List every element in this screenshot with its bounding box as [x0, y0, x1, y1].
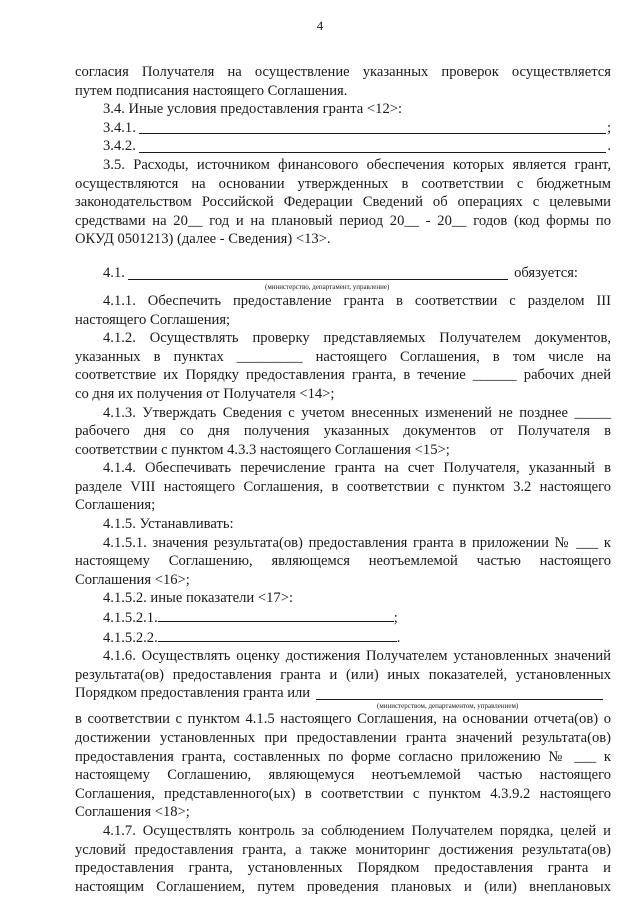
clause-4-1-5-1: 4.1.5.1. значения результата(ов) предоставления гранта в приложении № ___ к	[103, 534, 611, 551]
text-line: Соглашения <16>;	[75, 571, 190, 588]
text-line: рабочего дня со дня получения указанных документов от Получателя в	[75, 423, 611, 440]
fill-in-line	[139, 119, 606, 134]
clause-label: 3.4.1.	[103, 119, 136, 136]
line-end: обязуется:	[514, 264, 578, 281]
text-line: результата(ов) предоставления гранта и (или) иных показателей, установленных	[75, 666, 611, 683]
clause-4-1-3: 4.1.3. Утверждать Сведения с учетом внесенных изменений не позднее _____	[103, 404, 611, 421]
clause-label: 4.1.5.2.2.	[103, 629, 158, 646]
field-caption: (министерством, департаментом, управлением)	[377, 702, 519, 711]
text-line: настоящим Соглашением, путем проведения плановых и (или) внеплановых	[75, 878, 611, 895]
clause-4-1-5-2-2	[75, 628, 611, 648]
text-line: настоящему Соглашению, являющемуся неотъемлемой частью настоящего	[75, 767, 611, 784]
text-line: согласия Получателя на осуществление указанных проверок осуществляется	[75, 64, 611, 80]
clause-4-1-7: 4.1.7. Осуществлять контроль за соблюдением Получателем порядка, целей и	[103, 822, 611, 839]
text-line: предоставления гранта, составленных по форме согласно приложению № ___ к	[75, 748, 611, 765]
text-line: Соглашения <18>;	[75, 804, 190, 821]
text-line: Соглашения, представленного(ых) в соответствии с пунктом 4.3.9.2 настоящего	[75, 785, 611, 802]
field-caption: (министерство, департамент, управление)	[265, 282, 390, 291]
document-body	[75, 63, 611, 896]
clause-label: 4.1.	[103, 264, 125, 281]
text-line: осуществляются на основании утвержденных в соответствии с бюджетным	[75, 175, 611, 192]
text-line: соответствии с пунктом 4.3.3 настоящего Соглашения <15>;	[75, 441, 450, 458]
line-end: .	[607, 138, 611, 155]
text-line: путем подписания настоящего Соглашения.	[75, 82, 348, 99]
clause-4-1-5: 4.1.5. Устанавливать:	[103, 516, 234, 533]
clause-3-4-2	[75, 137, 611, 156]
fill-in-line	[158, 628, 397, 642]
clause-4-1-5-2-1	[75, 608, 611, 628]
clause-label: 3.4.2.	[103, 138, 136, 155]
clause-label: 4.1.5.2.1.	[103, 610, 158, 627]
text-line: достижении установленных при предоставлении гранта значений результата(ов)	[75, 730, 611, 746]
line-end: .	[396, 629, 401, 646]
line-end: ;	[393, 610, 398, 627]
fill-in-line	[158, 608, 394, 622]
text-line: соответствие их Порядку предоставления гранта, в течение ______ рабочих дней	[75, 367, 611, 384]
text-line: предоставления гранта, установленных Порядком предоставления гранта и	[75, 860, 611, 877]
text-line: со дня их получения от Получателя <14>;	[75, 385, 335, 402]
clause-3-4-1	[75, 119, 611, 138]
clause-4-1-6: 4.1.6. Осуществлять оценку достижения Получателем установленных значений	[103, 648, 611, 665]
text-line: настоящего Соглашения;	[75, 311, 231, 328]
fill-in-line	[316, 685, 603, 700]
line-end: ;	[606, 119, 611, 136]
text-fragment: Порядком предоставления гранта или	[75, 685, 311, 702]
clause-4-1-4: 4.1.4. Обеспечивать перечисление гранта на счет Получателя, указанный в	[103, 460, 611, 477]
text-line: указанных в пунктах _________ настоящего Соглашения, в том числе на	[75, 348, 611, 365]
text-line: Соглашения;	[75, 497, 156, 514]
text-line: законодательством Российской Федерации Сведений об операциях с целевыми	[75, 194, 611, 211]
text-line: разделе VIII настоящего Соглашения, в соответствии с пунктом 3.2 настоящего	[75, 478, 611, 495]
clause-4-1-1: 4.1.1. Обеспечить предоставление гранта в соответствии с разделом III	[103, 292, 611, 309]
text-line-with-field	[75, 684, 611, 710]
text-line: ОКУД 0501213) (далее - Сведения) <13>.	[75, 231, 331, 248]
clause-4-1-5-2: 4.1.5.2. иные показатели <17>:	[103, 590, 294, 607]
text-line: средствами на 20__ год и на плановый период 20__ - 20__ годов (код формы по	[75, 212, 611, 229]
text-line: настоящему Соглашению, являющемся неотъемлемой частью настоящего	[75, 553, 611, 570]
fill-in-line	[139, 138, 607, 153]
clause-3-4: 3.4. Иные условия предоставления гранта <12>:	[103, 101, 403, 118]
page-number: 4	[316, 18, 324, 33]
clause-4-1	[75, 264, 611, 292]
text-line: в соответствии с пунктом 4.1.5 настоящего Соглашения, на основании отчета(ов) о	[75, 711, 611, 728]
clause-4-1-2: 4.1.2. Осуществлять проверку представляемых Получателем документов,	[103, 330, 611, 347]
fill-in-line	[128, 265, 508, 280]
text-line: условий предоставления гранта, а также мониторинг достижения результата(ов)	[75, 841, 611, 858]
clause-3-5: 3.5. Расходы, источником финансового обеспечения которых является грант,	[103, 156, 611, 173]
